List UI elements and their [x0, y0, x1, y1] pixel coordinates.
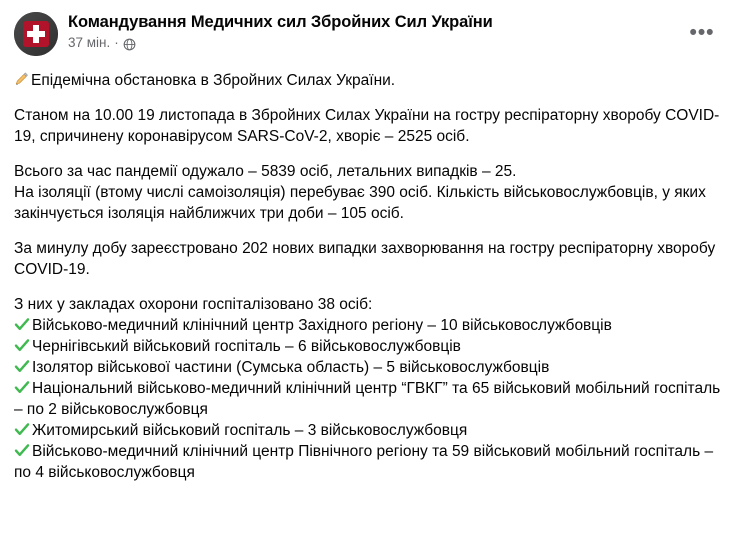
check-mark-icon	[14, 422, 30, 437]
check-mark-icon	[14, 380, 30, 395]
post-intro-line	[14, 70, 721, 91]
list-item-label: Національний військово-медичний клінічний центр “ГВКГ” та 65 військовий мобільний госпіталь – по 2 військовослужбовця	[14, 380, 721, 418]
post-meta	[68, 35, 721, 51]
list-item-label: Житомирський військовий госпіталь – 3 військовослужбовця	[32, 422, 468, 439]
post-paragraph-4: За минулу добу зареєстровано 202 нових випадки захворювання на гостру респіраторну хворобу COVID-19.	[14, 240, 716, 278]
list-item-label: Ізолятор військової частини (Сумська область) – 5 військовослужбовців	[32, 359, 550, 376]
list-item-label: Чернігівський військовий госпіталь – 6 військовослужбовців	[32, 338, 461, 355]
post-header-text	[68, 10, 721, 51]
list-item	[14, 378, 721, 420]
list-item	[14, 357, 721, 378]
avatar[interactable]	[14, 12, 58, 56]
list-item	[14, 336, 721, 357]
check-mark-icon	[14, 338, 30, 353]
check-mark-icon	[14, 443, 30, 458]
list-item	[14, 441, 721, 483]
post-paragraph-5: З них у закладах охорони госпіталізовано 38 осіб:	[14, 296, 373, 313]
meta-separator: ·	[114, 35, 119, 50]
post-body	[14, 70, 721, 483]
list-item	[14, 420, 721, 441]
writing-hand-icon	[14, 72, 30, 87]
post-intro-text: Епідемічна обстановка в Збройних Силах України.	[31, 72, 396, 89]
post-paragraph-1: Станом на 10.00 19 листопада в Збройних Силах України на гостру респіраторну хворобу COVID-19, спричинену коронавірусом SARS-CoV-2, хворіє – 2525 осіб.	[14, 107, 720, 145]
post-header	[14, 10, 721, 58]
post-timestamp[interactable]: 37 мін.	[68, 35, 111, 50]
check-mark-icon	[14, 359, 30, 374]
post-paragraph-2: Всього за час пандемії одужало – 5839 осіб, летальних випадків – 25.	[14, 163, 517, 180]
list-item-label: Військово-медичний клінічний центр Західного регіону – 10 військовослужбовців	[32, 317, 612, 334]
cross-horizontal-bar	[27, 31, 45, 37]
medical-cross-icon	[23, 21, 49, 47]
globe-icon[interactable]	[123, 38, 136, 51]
check-mark-icon	[14, 317, 30, 332]
list-item	[14, 315, 721, 336]
post-paragraph-3: На ізоляції (втому числі самоізоляція) перебуває 390 осіб. Кількість військовослужбовців, у яких закінчується ізоляція найближчих три доби – 105 осіб.	[14, 184, 706, 222]
post-options-menu-icon[interactable]: •••	[689, 21, 715, 44]
page-name[interactable]: Командування Медичних сил Збройних Сил України	[68, 13, 493, 31]
list-item-label: Військово-медичний клінічний центр Північного регіону та 59 військовий мобільний госпіталь – по 4 військовослужбовця	[14, 443, 714, 481]
hospital-list	[14, 315, 721, 483]
